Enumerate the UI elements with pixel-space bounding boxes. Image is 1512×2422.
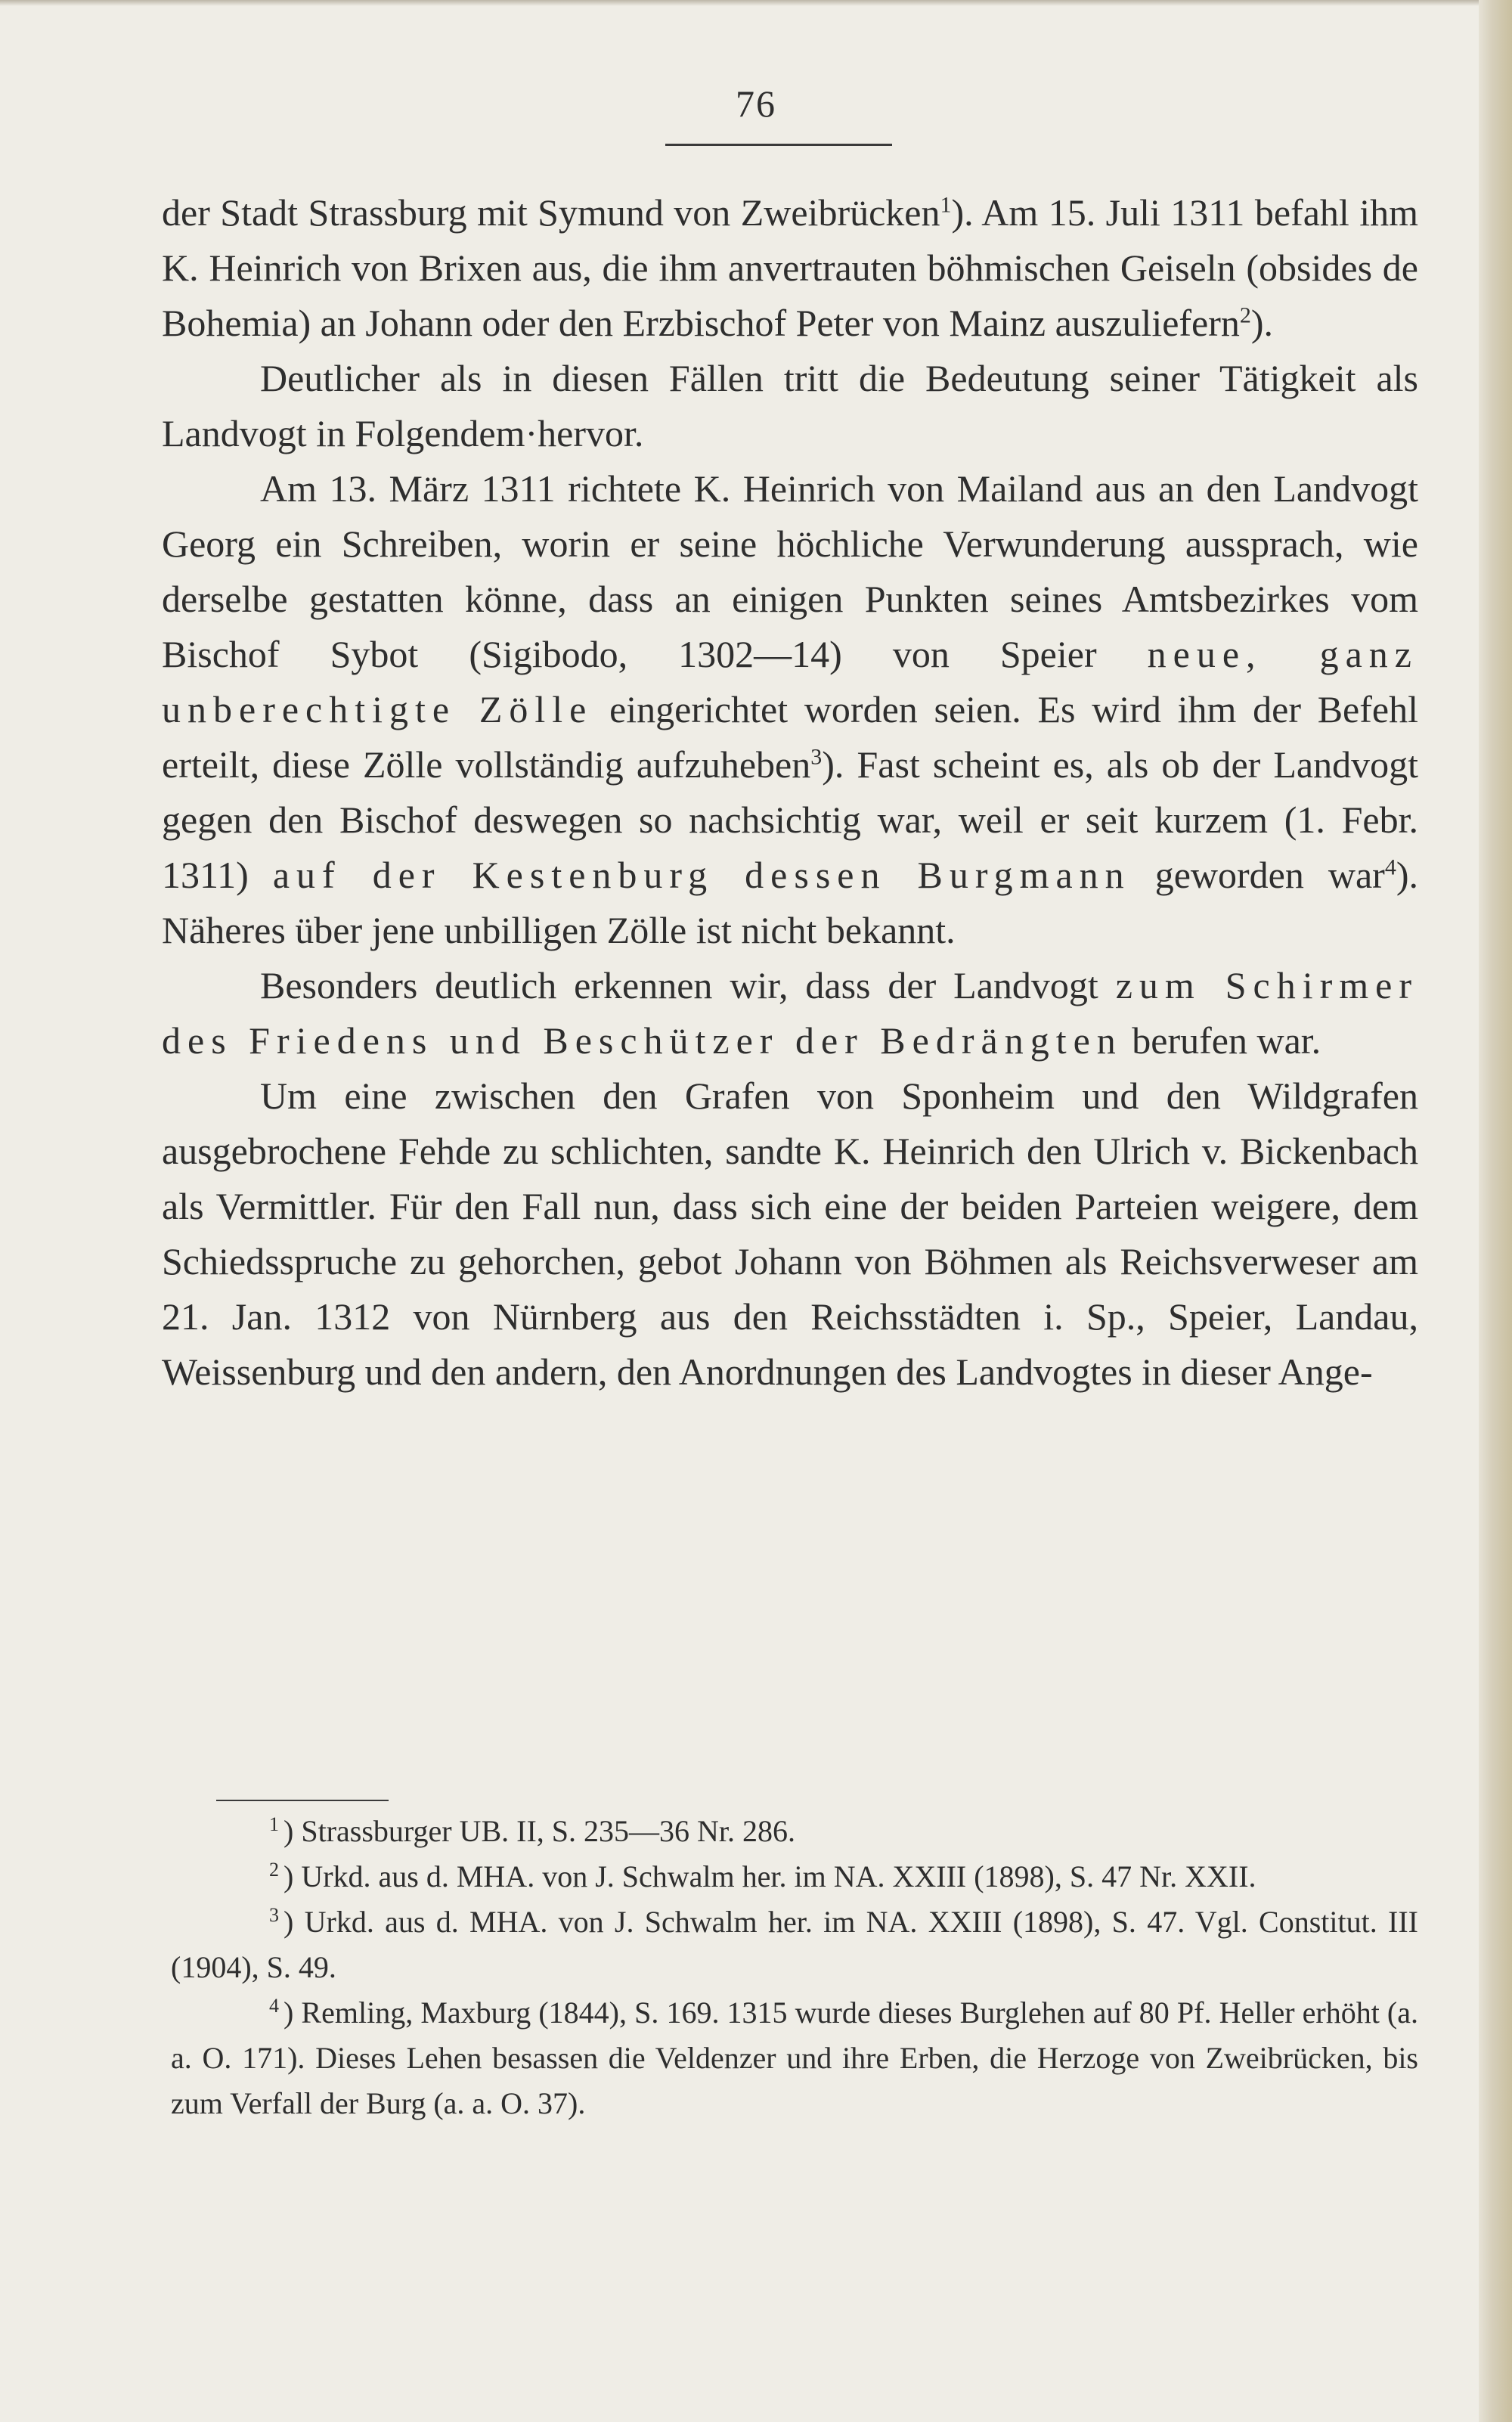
header-rule bbox=[665, 144, 892, 146]
footnote-1 bbox=[171, 1809, 1418, 1854]
footnote-mark: 3 bbox=[269, 1903, 279, 1926]
paragraph-1 bbox=[162, 185, 1418, 351]
page-binding-edge bbox=[1479, 0, 1512, 2422]
footnote-text: ) Urkd. aus d. MHA. von J. Schwalm her. im NA. XXIII (1898), S. 47. Vgl. Constitut. III (1904), S. 49. bbox=[171, 1905, 1418, 1984]
spaced-emphasis: neue, ganz unberechtigte Zölle bbox=[162, 633, 1418, 730]
text-segment: ). Näheres über jene unbilligen Zölle ist nicht bekannt. bbox=[162, 854, 1418, 951]
text-segment: berufen war. bbox=[1122, 1019, 1321, 1062]
text-segment: eingerichtet worden seien. Es wird ihm der Befehl erteilt, diese Zölle vollständig aufzuheben bbox=[162, 688, 1418, 786]
text-segment: der Stadt Strassburg mit Symund von Zweibrücken bbox=[162, 191, 940, 234]
footnote-3 bbox=[171, 1899, 1418, 1990]
footnote-2 bbox=[171, 1854, 1418, 1899]
footnote-mark: 4 bbox=[269, 1994, 279, 2017]
footnote-text: ) Remling, Maxburg (1844), S. 169. 1315 wurde dieses Burglehen auf 80 Pf. Heller erhöht (a. a. O. 171). Dieses Lehen besassen die Veldenzer und ihre Erben, die Herzoge von Zweibrücken, bis zum Verfall der Burg (a. a. O. 37). bbox=[171, 1996, 1418, 2120]
footnote-ref: 2 bbox=[1239, 302, 1251, 328]
footnote-ref: 1 bbox=[940, 192, 952, 218]
text-segment: ). Am 15. Juli 1311 befahl ihm K. Heinrich von Brixen aus, die ihm anvertrauten böhmischen Geiseln (obsides de Bohemia) an Johann oder den Erzbischof Peter von Mainz auszuliefern bbox=[162, 191, 1418, 344]
paragraph-4 bbox=[162, 958, 1418, 1068]
footnote-ref: 3 bbox=[810, 744, 823, 770]
text-segment: Besonders deutlich erkennen wir, dass der Landvogt bbox=[260, 964, 1116, 1006]
paragraph-3 bbox=[162, 461, 1418, 958]
page-number: 76 bbox=[736, 82, 776, 125]
paragraph-5 bbox=[162, 1068, 1418, 1400]
page-top-edge bbox=[0, 0, 1512, 6]
text-segment: ). Fast scheint es, als ob der Landvogt gegen den Bischof deswegen so nachsichtig war, weil er seit kurzem (1. Febr. 1311) bbox=[162, 743, 1418, 896]
footnote-4 bbox=[171, 1990, 1418, 2126]
footnote-rule bbox=[216, 1800, 389, 1801]
footnote-text: ) Strassburger UB. II, S. 235—36 Nr. 286. bbox=[284, 1814, 796, 1848]
text-segment: geworden war bbox=[1130, 854, 1385, 896]
footnote-mark: 1 bbox=[269, 1813, 279, 1835]
body-text bbox=[162, 185, 1418, 1400]
text-segment: Am 13. März 1311 richtete K. Heinrich von Mailand aus an den Landvogt Georg ein Schreiben, worin er seine höchliche Verwunderung aussprach, wie derselbe gestatten könne, dass an einigen Punkten seines Amtsbezirkes vom Bischof Sybot (Sigibodo, 1302—14) von Speier bbox=[162, 467, 1418, 675]
spaced-emphasis: zum Schirmer des Friedens und Beschützer der Bedrängten bbox=[162, 964, 1418, 1062]
footnote-text: ) Urkd. aus d. MHA. von J. Schwalm her. im NA. XXIII (1898), S. 47 Nr. XXII. bbox=[284, 1859, 1256, 1893]
spaced-emphasis: auf der Kestenburg dessen Burgmann bbox=[272, 854, 1131, 896]
text-segment: ). bbox=[1250, 302, 1274, 344]
text-segment: Um eine zwischen den Grafen von Sponheim und den Wildgrafen ausgebrochene Fehde zu schlichten, sandte K. Heinrich den Ulrich v. Bickenbach als Vermittler. Für den Fall nun, dass sich eine der beiden Parteien weigere, dem Schiedsspruche zu gehorchen, gebot Johann von Böhmen als Reichsverweser am 21. Jan. 1312 von Nürnberg aus den Reichsstädten i. Sp., Speier, Landau, Weissenburg und den andern, den Anordnungen des Landvogtes in dieser Ange- bbox=[162, 1075, 1418, 1393]
text-segment: Deutlicher als in diesen Fällen tritt die Bedeutung seiner Tätigkeit als Landvogt in Folgendem·hervor. bbox=[162, 357, 1418, 454]
footnote-ref: 4 bbox=[1384, 854, 1396, 880]
paragraph-2 bbox=[162, 351, 1418, 461]
footnote-mark: 2 bbox=[269, 1858, 279, 1881]
footnotes bbox=[171, 1809, 1418, 2126]
